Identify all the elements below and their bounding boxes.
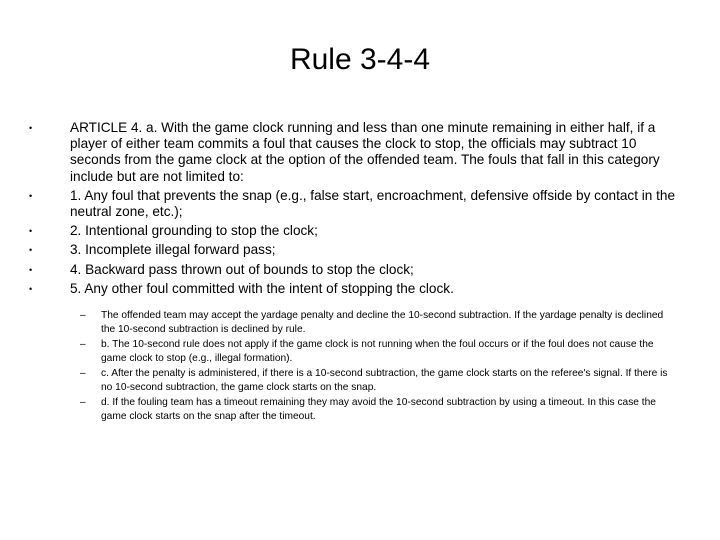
sub-bullet-list bbox=[80, 309, 680, 425]
bullet-item-4 bbox=[29, 262, 689, 278]
bullet-item-2 bbox=[29, 223, 689, 239]
bullet-marker: • bbox=[29, 264, 33, 275]
sub-bullet-offended-team bbox=[80, 309, 680, 336]
bullet-text: ARTICLE 4. a. With the game clock running and less than one minute remaining in either half, if a player of either team commits a foul that causes the clock to stop, the officials may subtract 10 seconds from the game clock at the option of the offended team. The fouls that fall in this category include but are not limited to: bbox=[70, 120, 660, 184]
bullet-marker: • bbox=[29, 123, 33, 133]
bullet-article-4a bbox=[29, 120, 689, 185]
sub-bullet-b bbox=[80, 338, 680, 365]
bullet-text: 4. Backward pass thrown out of bounds to stop the clock; bbox=[70, 261, 414, 277]
sub-bullet-text: d. If the fouling team has a timeout remaining they may avoid the 10-second subtraction by using a timeout. In this case the game clock starts on the snap after the timeout. bbox=[101, 397, 656, 422]
bullet-marker: • bbox=[29, 226, 33, 237]
dash-marker: – bbox=[80, 339, 86, 350]
main-bullet-list bbox=[29, 120, 689, 300]
dash-marker: – bbox=[80, 310, 86, 321]
bullet-item-1 bbox=[29, 188, 689, 220]
bullet-text: 3. Incomplete illegal forward pass; bbox=[70, 242, 276, 258]
slide-title: Rule 3-4-4 bbox=[289, 43, 431, 76]
bullet-marker: • bbox=[29, 283, 33, 294]
sub-bullet-c bbox=[80, 367, 680, 394]
bullet-item-3 bbox=[29, 242, 689, 258]
sub-bullet-text: c. After the penalty is administered, if there is a 10-second subtraction, the game clock starts on the referee's signal. If there is no 10-second subtraction, the game clock starts on the snap. bbox=[101, 368, 668, 393]
sub-bullet-text: b. The 10-second rule does not apply if the game clock is not running when the foul occurs or if the foul does not cause the game clock to stop (e.g., illegal formation). bbox=[101, 339, 654, 364]
bullet-item-5 bbox=[29, 281, 689, 297]
dash-marker: – bbox=[80, 397, 86, 408]
bullet-text: 2. Intentional grounding to stop the clock; bbox=[70, 223, 318, 239]
bullet-marker: • bbox=[29, 190, 33, 201]
sub-bullet-d bbox=[80, 396, 680, 423]
sub-bullet-text: The offended team may accept the yardage penalty and decline the 10-second subtraction. If the yardage penalty is declined the 10-second subtraction is declined by rule. bbox=[101, 310, 664, 335]
bullet-marker: • bbox=[29, 245, 33, 256]
bullet-text: 5. Any other foul committed with the intent of stopping the clock. bbox=[70, 280, 454, 296]
bullet-text: 1. Any foul that prevents the snap (e.g., false start, encroachment, defensive offside by contact in the neutral zone, etc.); bbox=[70, 187, 676, 220]
dash-marker: – bbox=[80, 368, 86, 379]
